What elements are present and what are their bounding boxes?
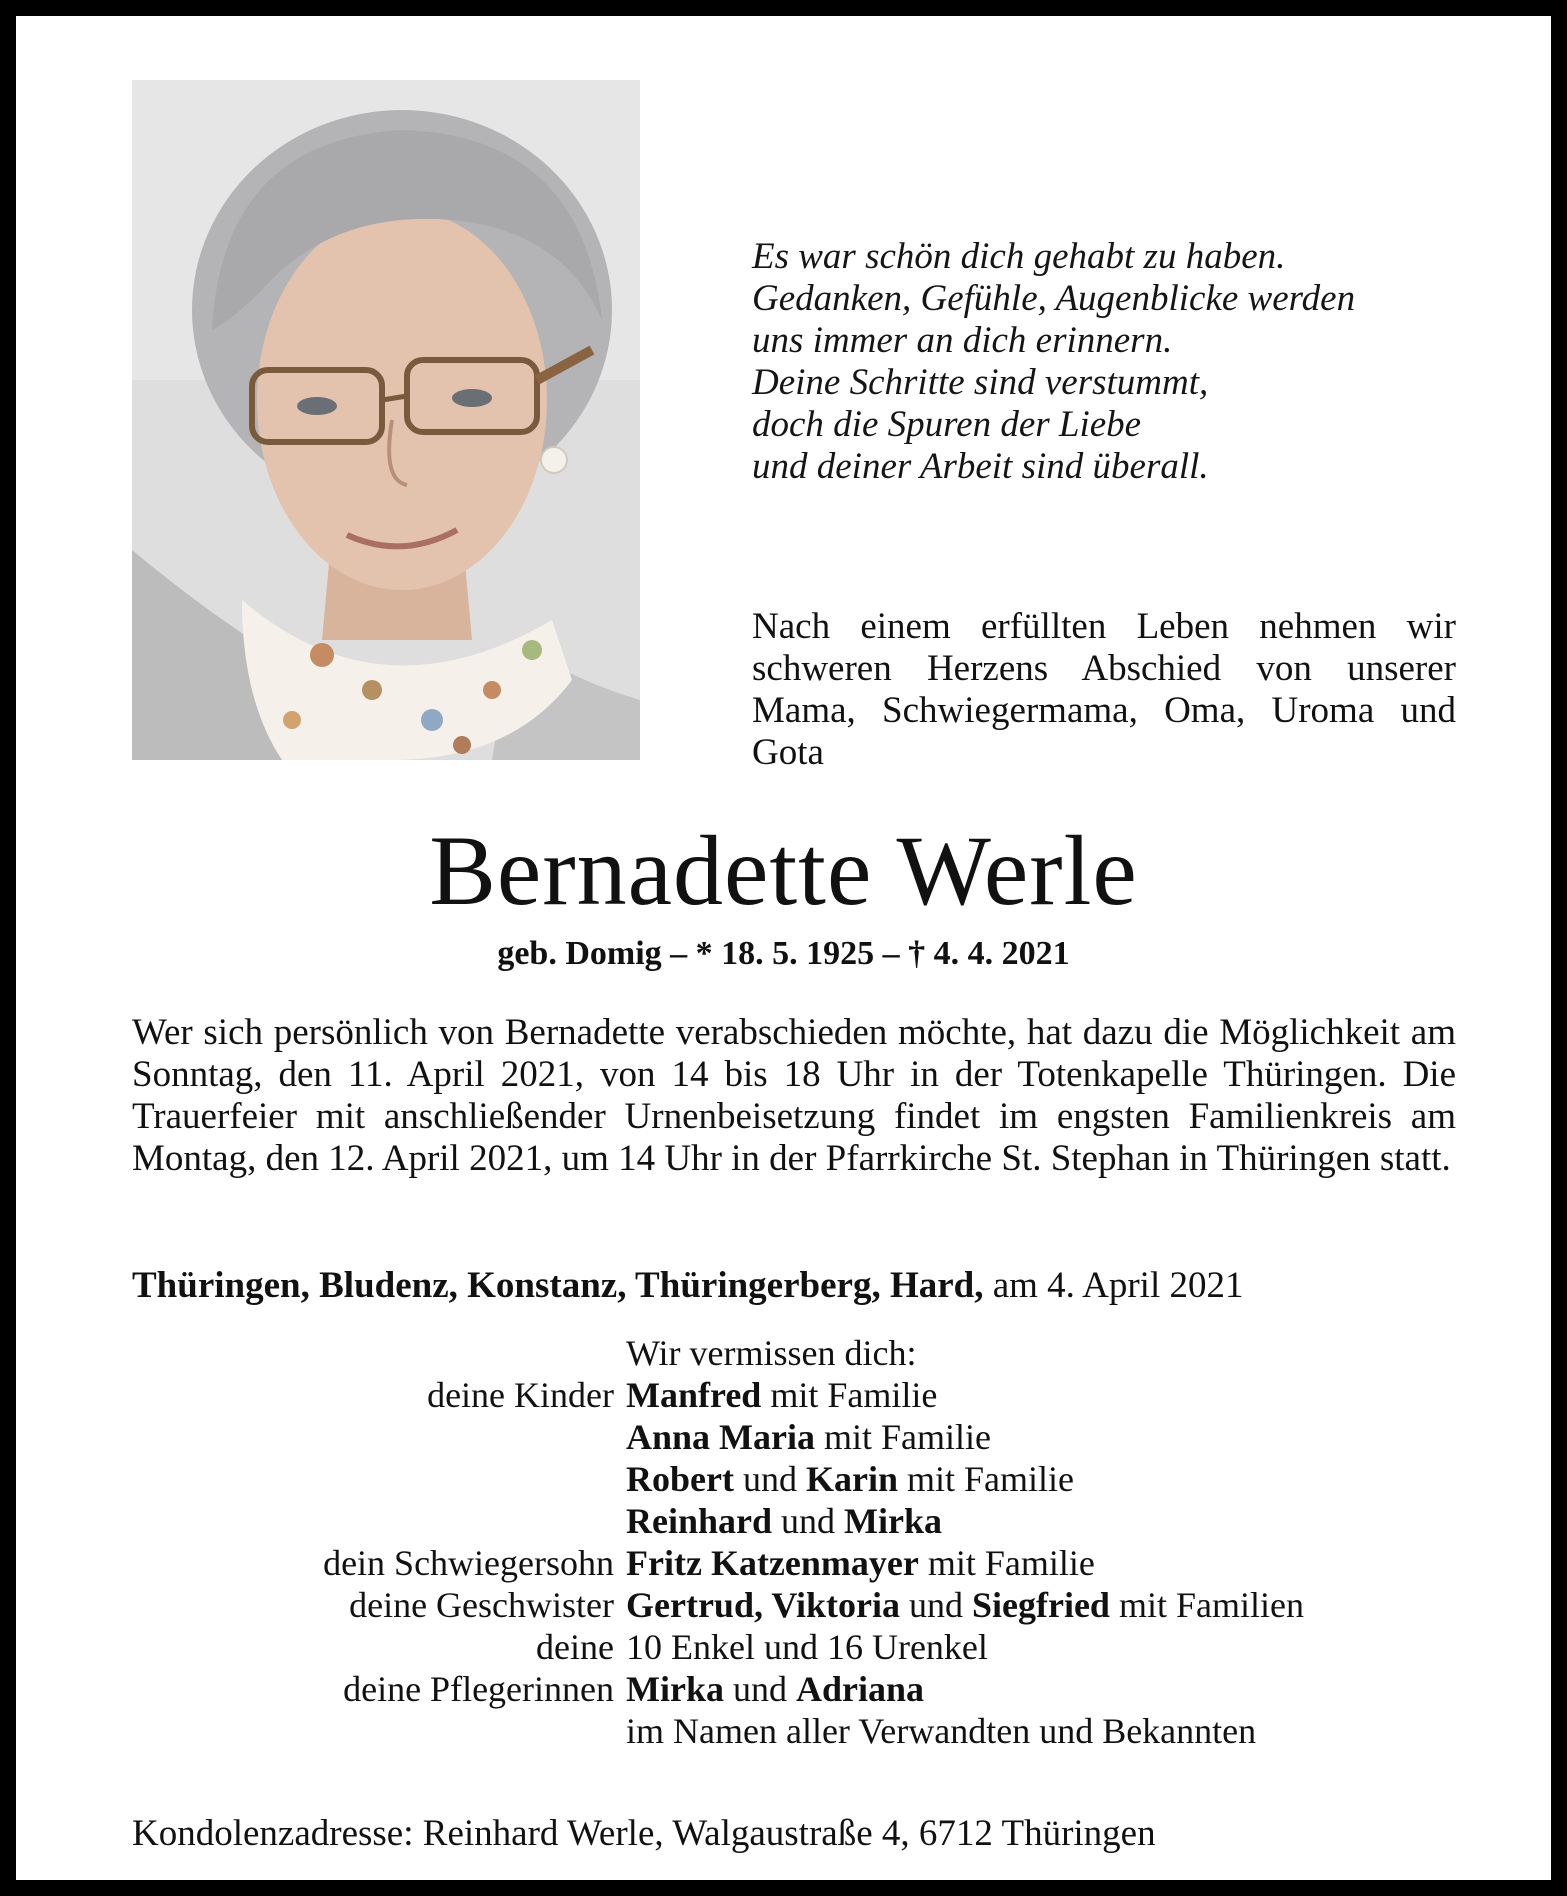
- family-member-text: und: [733, 1459, 806, 1499]
- family-member-text: und: [772, 1501, 845, 1541]
- ceremony-details: Wer sich persönlich von Bernadette verabschieden möchte, hat dazu die Möglichkeit am Sonntag, den 11. April 2021, von 14 bis 18 Uhr in der Totenkapelle Thüringen. Die Trauerfeier mit anschließender Urnenbeisetzung findet im engsten Familienkreis am Montag, den 12. April 2021, um 14 Uhr in der Pfarrkirche St. Stephan in Thüringen statt.: [132, 1012, 1456, 1179]
- family-members: [626, 1416, 991, 1458]
- family-member-text: und: [899, 1585, 972, 1625]
- poem-line: und deiner Arbeit sind überall.: [752, 446, 1209, 487]
- family-relation-label: deine Pflegerinnen: [343, 1669, 614, 1709]
- family-heading: Wir vermissen dich:: [626, 1333, 917, 1373]
- family-member-text: mit Familien: [1109, 1585, 1304, 1625]
- family-members: [626, 1500, 942, 1542]
- family-member-text: mit Familie: [918, 1543, 1095, 1583]
- family-member-name: Manfred: [626, 1375, 762, 1415]
- family-relation-label: [132, 1416, 626, 1458]
- family-row: [132, 1668, 1472, 1710]
- family-row: [132, 1458, 1472, 1500]
- family-rows: [132, 1374, 1472, 1752]
- family-members: [626, 1458, 1074, 1500]
- poem-line: uns immer an dich erinnern.: [752, 320, 1173, 361]
- family-members: [626, 1374, 937, 1416]
- family-member-name: Robert: [626, 1459, 734, 1499]
- family-member-name: Fritz Katzenmayer: [626, 1543, 919, 1583]
- portrait-image: [132, 80, 640, 760]
- family-list: [132, 1332, 1472, 1752]
- family-member-name: Gertrud, Viktoria: [626, 1585, 900, 1625]
- family-member-name: Karin: [805, 1459, 898, 1499]
- family-row: [132, 1710, 1472, 1752]
- poem-line: Gedanken, Gefühle, Augenblicke werden: [752, 278, 1356, 319]
- family-member-name: Siegfried: [971, 1585, 1110, 1625]
- family-member-text: mit Familie: [897, 1459, 1074, 1499]
- family-row: [132, 1542, 1472, 1584]
- family-member-name: Anna Maria: [626, 1417, 815, 1457]
- family-row: [132, 1584, 1472, 1626]
- family-row: [132, 1626, 1472, 1668]
- family-members: [626, 1542, 1095, 1584]
- family-row: [132, 1416, 1472, 1458]
- family-members: [626, 1626, 988, 1668]
- family-relation-label: dein Schwiegersohn: [323, 1543, 614, 1583]
- family-member-text: und: [723, 1669, 796, 1709]
- family-relation-label: [132, 1710, 626, 1752]
- family-member-text: 10 Enkel und 16 Urenkel: [626, 1627, 988, 1667]
- portrait-photo: [132, 80, 640, 760]
- places-names: Thüringen, Bludenz, Konstanz, Thüringerberg, Hard,: [132, 1265, 984, 1306]
- family-member-name: Adriana: [795, 1669, 925, 1709]
- family-member-text: mit Familie: [815, 1417, 991, 1457]
- places-date: am 4. April 2021: [983, 1265, 1244, 1306]
- life-dates: geb. Domig – * 18. 5. 1925 – † 4. 4. 2021: [497, 935, 1070, 972]
- deceased-name: Bernadette Werle: [429, 815, 1138, 926]
- family-member-text: mit Familie: [761, 1375, 938, 1415]
- family-members: [626, 1668, 924, 1710]
- family-members: [626, 1584, 1304, 1626]
- family-relation-label: deine: [536, 1627, 614, 1667]
- family-member-name: Mirka: [626, 1669, 724, 1709]
- condolence-address: Kondolenzadresse: Reinhard Werle, Walgaustraße 4, 6712 Thüringen: [132, 1813, 1156, 1854]
- places-line: [132, 1264, 1456, 1308]
- family-row: [132, 1374, 1472, 1416]
- family-relation-label: deine Kinder: [427, 1375, 614, 1415]
- poem-line: Es war schön dich gehabt zu haben.: [752, 236, 1286, 277]
- family-member-text: im Namen aller Verwandten und Bekannten: [626, 1711, 1257, 1751]
- poem-line: Deine Schritte sind verstummt,: [752, 362, 1209, 403]
- family-members: [626, 1710, 1256, 1752]
- family-row: [132, 1500, 1472, 1542]
- family-relation-label: deine Geschwister: [349, 1585, 614, 1625]
- family-heading-row: [132, 1332, 1472, 1374]
- family-member-name: Reinhard: [626, 1501, 773, 1541]
- family-relation-label: [132, 1458, 626, 1500]
- poem-line: doch die Spuren der Liebe: [752, 404, 1142, 445]
- family-relation-label: [132, 1500, 626, 1542]
- memorial-poem: [752, 236, 1472, 488]
- family-member-name: Mirka: [844, 1501, 943, 1541]
- farewell-intro: Nach einem erfüllten Leben nehmen wir schweren Herzens Abschied von unserer Mama, Schwiegermama, Oma, Uroma und Gota: [752, 606, 1456, 773]
